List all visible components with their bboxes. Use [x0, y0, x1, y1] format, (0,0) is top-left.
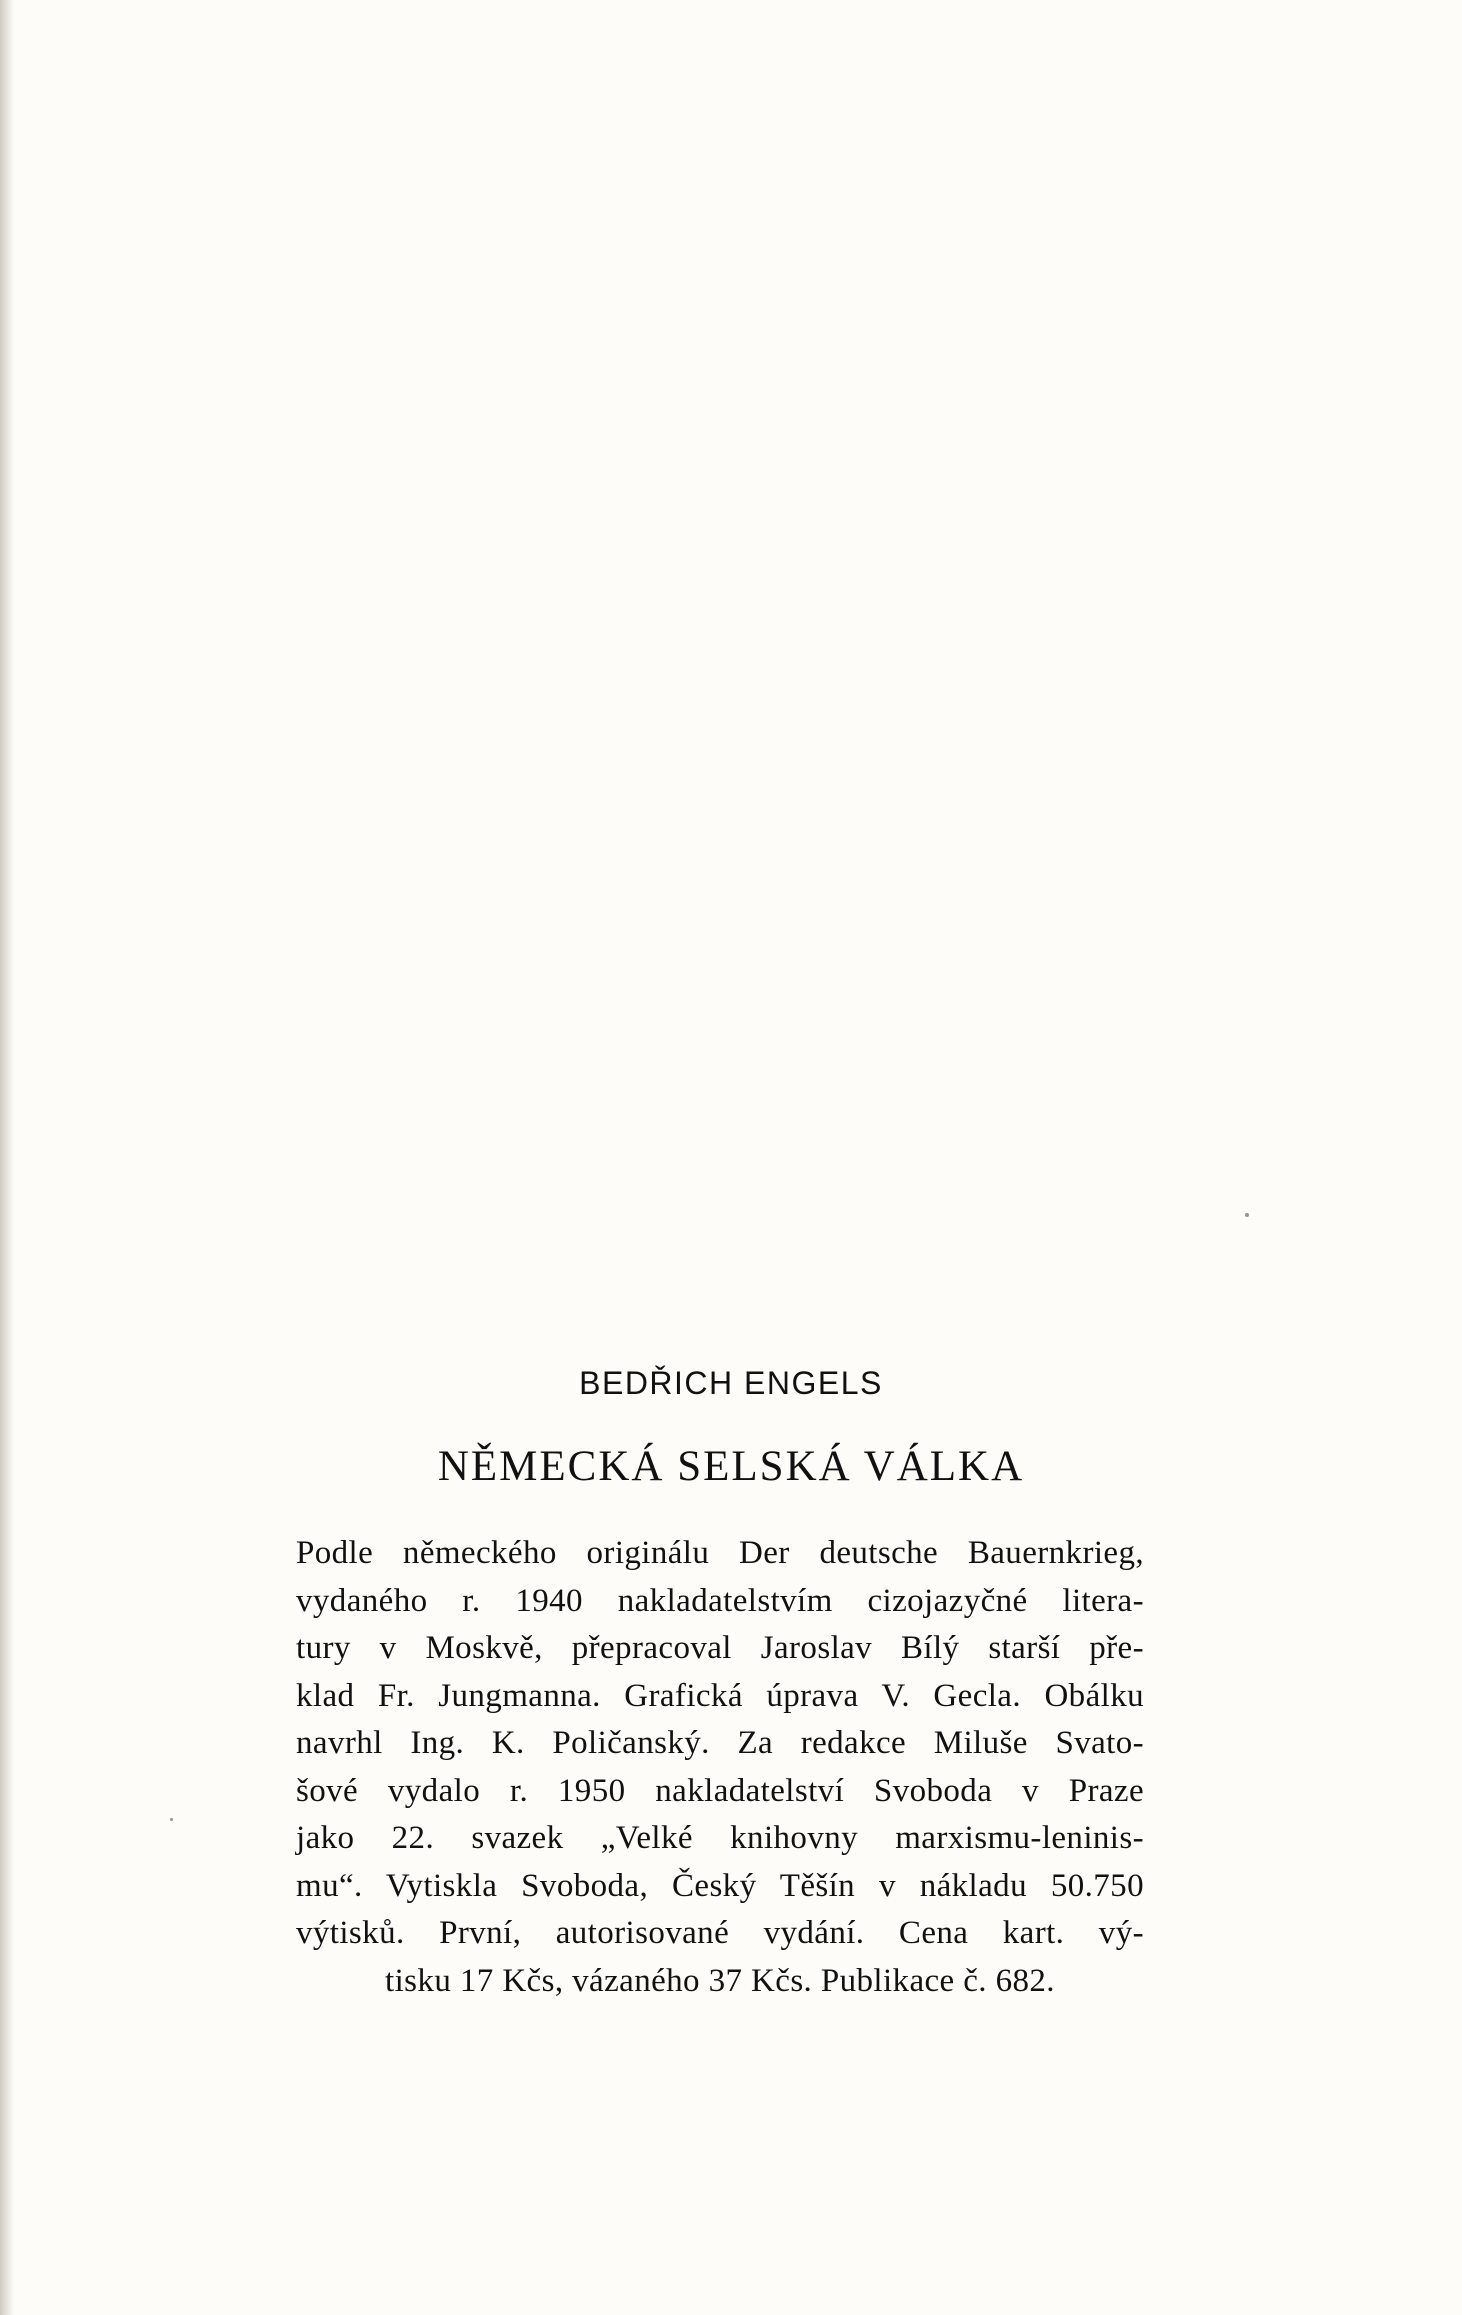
colophon-line: tury v Moskvě, přepracoval Jaroslav Bílý starší pře-	[296, 1630, 1144, 1666]
colophon-line: šové vydalo r. 1950 nakladatelství Svoboda v Praze	[296, 1772, 1144, 1809]
colophon-line: tisku 17 Kčs, vázaného 37 Kčs. Publikace č. 682.	[385, 1962, 1055, 1999]
colophon-line: mu“. Vytiskla Svoboda, Český Těšín v nákladu 50.750	[296, 1867, 1144, 1904]
colophon-line: Podle německého originálu Der deutsche Bauernkrieg,	[296, 1535, 1144, 1571]
print-speck	[1245, 1213, 1249, 1217]
colophon-line: klad Fr. Jungmanna. Grafická úprava V. Gecla. Obálku	[296, 1677, 1144, 1714]
colophon-line: navrhl Ing. K. Poličanský. Za redakce Miluše Svato-	[296, 1725, 1144, 1761]
book-title: NĚMECKÁ SELSKÁ VÁLKA	[437, 1443, 1025, 1490]
author-name: BEDŘICH ENGELS	[579, 1365, 883, 1401]
colophon-paragraph	[296, 1530, 1144, 2005]
colophon-line: jako 22. svazek „Velké knihovny marxismu-leninis-	[296, 1820, 1144, 1856]
print-speck	[170, 1818, 173, 1821]
page-binding-edge	[0, 0, 14, 2315]
colophon-line: vydaného r. 1940 nakladatelstvím cizojazyčné litera-	[296, 1582, 1144, 1619]
colophon-line: výtisků. První, autorisované vydání. Cena kart. vý-	[296, 1915, 1144, 1951]
